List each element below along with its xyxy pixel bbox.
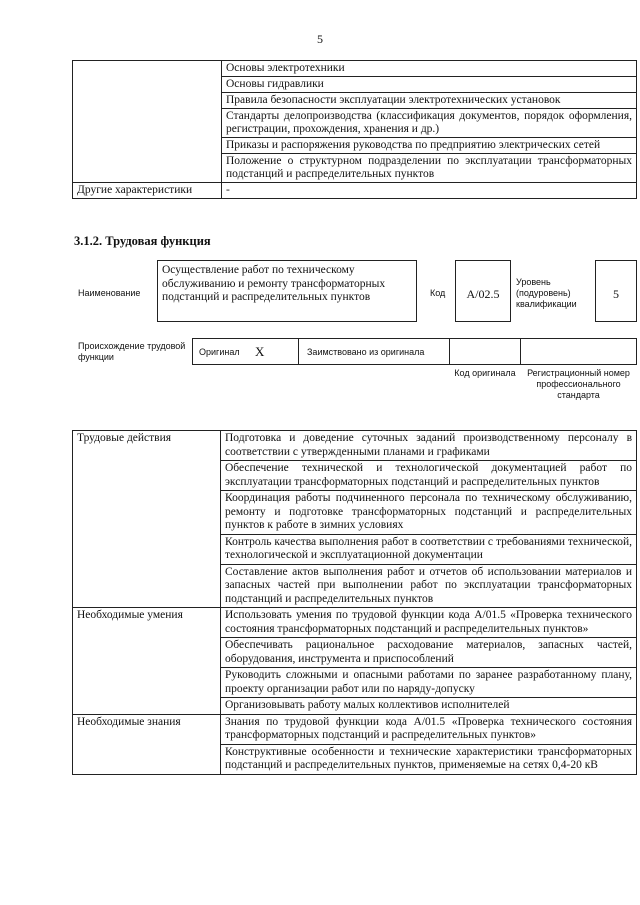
borrowed-cell: [298, 338, 450, 365]
labor-action-item: Контроль качества выполнения работ в соответствии с требованиями технической, технологической и эксплуатационной документации: [221, 534, 637, 564]
other-characteristics-value: -: [222, 183, 637, 199]
table-cell: Приказы и распоряжения руководства по предприятию электрических сетей: [222, 138, 637, 154]
labor-actions-label: Трудовые действия: [73, 431, 221, 608]
table-row: [73, 431, 637, 461]
level-box: [595, 260, 637, 322]
labor-action-item: Координация работы подчиненного персонала по техническому обслуживанию, ремонту и подготовке трансформаторных подстанций и распределительных пунктов к работе в зимних условиях: [221, 491, 637, 535]
skill-item: Руководить сложными и опасными работами по заранее разработанному плану, проекту организации работ или по наряду-допуску: [221, 668, 637, 698]
knowledge-item: Знания по трудовой функции кода A/01.5 «Проверка технического состояния трансформаторных подстанций и распределительных пунктов»: [221, 714, 637, 744]
function-name-box: [157, 260, 417, 322]
name-label: Наименование: [78, 288, 141, 298]
table-cell: Правила безопасности эксплуатации электротехнических установок: [222, 93, 637, 109]
original-label: Оригинал: [199, 347, 240, 357]
knowledge-continuation-table: [72, 60, 637, 199]
level-value: 5: [613, 287, 619, 301]
skill-item: Организовывать работу малых коллективов исполнителей: [221, 698, 637, 715]
table-row: [73, 183, 637, 199]
section-heading: 3.1.2. Трудовая функция: [74, 234, 211, 248]
table-cell: Положение о структурном подразделении по эксплуатации трансформаторных подстанций и распределительных пунктов: [222, 154, 637, 183]
level-label: Уровень (подуровень) квалификации: [516, 277, 577, 309]
table-row: [73, 714, 637, 744]
labor-action-item: Составление актов выполнения работ и отчетов об использовании материалов и запасных частей при выполнении работ по эксплуатации трансформаторных подстанций и распределительных пунктов: [221, 564, 637, 608]
reg-number-cell: [520, 338, 637, 365]
labor-action-item: Подготовка и доведение суточных заданий производственному персоналу в соответствии с утвержденными планами и графиками: [221, 431, 637, 461]
function-name-value: Осуществление работ по техническому обслуживанию и ремонту трансформаторных подстанций и распределительных пунктов: [162, 264, 386, 303]
original-mark: X: [255, 344, 265, 359]
skill-item: Обеспечивать рациональное расходование материалов, запасных частей, оборудования, инструмента и приспособлений: [221, 638, 637, 668]
table-row: [73, 61, 637, 77]
reg-number-caption: Регистрационный номер профессионального стандарта: [527, 368, 630, 400]
page-number: 5: [317, 32, 323, 46]
table-cell: Стандарты делопроизводства (классификация документов, порядок оформления, регистрации, прохождения, хранения и др.): [222, 109, 637, 138]
knowledge-item: Конструктивные особенности и технические характеристики трансформаторных подстанций и распределительных пунктов, применяемые на сетях 0,4-20 кВ: [221, 744, 637, 774]
origin-label: Происхождение трудовой функции: [78, 341, 186, 362]
required-knowledge-label: Необходимые знания: [73, 714, 221, 774]
code-label: Код: [430, 288, 446, 298]
table-cell: Основы гидравлики: [222, 77, 637, 93]
table-cell: Основы электротехники: [222, 61, 637, 77]
table-row: [73, 608, 637, 638]
function-code-box: [455, 260, 511, 322]
labor-action-item: Обеспечение технической и технологической документацией работ по эксплуатации трансформаторных подстанций и распределительных пунктов: [221, 461, 637, 491]
labor-function-table: [72, 430, 637, 775]
code-original-cell: [449, 338, 521, 365]
original-cell: [192, 338, 299, 365]
row-label-empty: [73, 61, 222, 183]
code-original-caption: Код оригинала: [454, 368, 516, 378]
required-skills-label: Необходимые умения: [73, 608, 221, 715]
function-code-value: A/02.5: [466, 287, 500, 301]
borrowed-label: Заимствовано из оригинала: [307, 347, 425, 357]
skill-item: Использовать умения по трудовой функции кода A/01.5 «Проверка технического состояния трансформаторных подстанций и распределительных пунктов»: [221, 608, 637, 638]
other-characteristics-label: Другие характеристики: [73, 183, 222, 199]
